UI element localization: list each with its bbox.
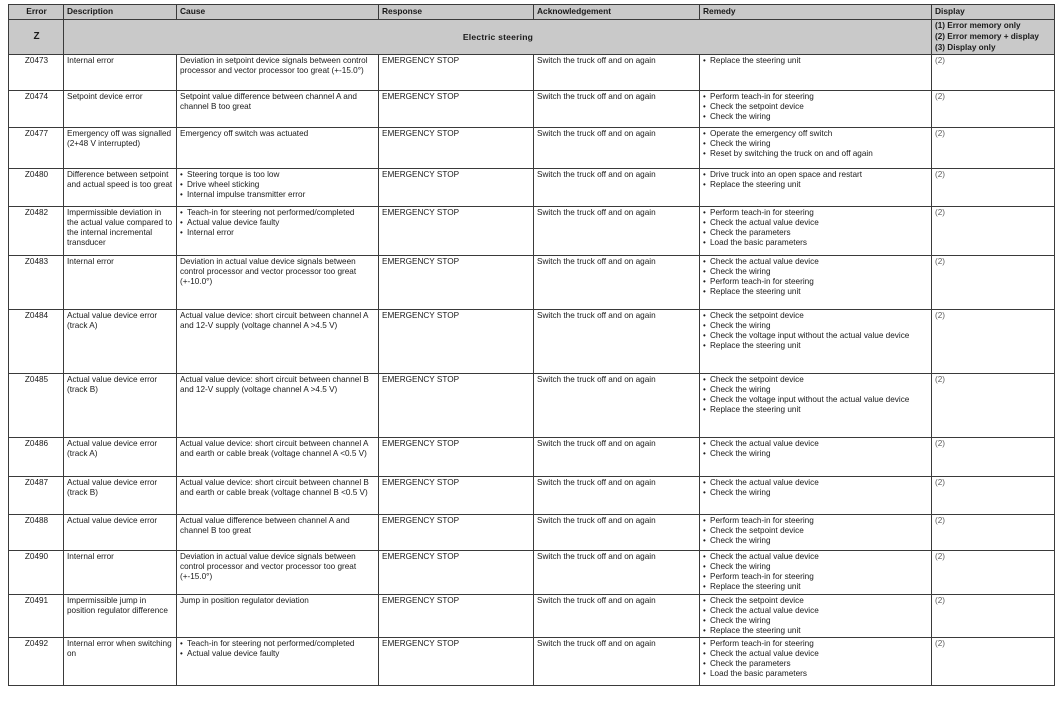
cell-acknowledgement: Switch the truck off and on again xyxy=(534,515,700,551)
remedy-list-item: • Check the wiring xyxy=(703,267,929,277)
cell-response: EMERGENCY STOP xyxy=(379,438,534,477)
table-row xyxy=(9,55,1055,91)
cell-description xyxy=(64,477,177,515)
cell-description xyxy=(64,515,177,551)
remedy-list xyxy=(703,208,929,248)
table-body xyxy=(9,20,1055,686)
column-header-response: Response xyxy=(379,5,534,20)
cell-acknowledgement: Switch the truck off and on again xyxy=(534,310,700,374)
cell-description xyxy=(64,128,177,169)
cell-acknowledgement: Switch the truck off and on again xyxy=(534,128,700,169)
cell-description xyxy=(64,310,177,374)
description-line: Actual value device error (track B) xyxy=(67,375,158,395)
remedy-list xyxy=(703,639,929,679)
remedy-list-item: • Check the setpoint device xyxy=(703,375,929,385)
remedy-list-item: • Check the wiring xyxy=(703,385,929,395)
remedy-list xyxy=(703,596,929,636)
table-row xyxy=(9,169,1055,207)
remedy-list-item: • Check the actual value device xyxy=(703,606,929,616)
remedy-list-item: • Load the basic parameters xyxy=(703,238,929,248)
remedy-list-item: • Replace the steering unit xyxy=(703,582,929,592)
remedy-list xyxy=(703,375,929,415)
description-line: Internal error xyxy=(67,56,114,66)
remedy-list-item: • Check the parameters xyxy=(703,228,929,238)
cell-error-code: Z0483 xyxy=(9,256,64,310)
remedy-list xyxy=(703,439,929,459)
cell-display-code: (2) xyxy=(932,55,1055,91)
table-row xyxy=(9,477,1055,515)
cell-remedy xyxy=(700,438,932,477)
cell-remedy xyxy=(700,169,932,207)
table-row xyxy=(9,310,1055,374)
cause-list xyxy=(180,208,376,238)
column-header-error: Error xyxy=(9,5,64,20)
description-line: Internal error xyxy=(67,257,114,267)
cell-cause xyxy=(177,256,379,310)
remedy-list xyxy=(703,552,929,592)
cell-display-code: (2) xyxy=(932,256,1055,310)
cell-description xyxy=(64,55,177,91)
remedy-list-item: • Reset by switching the truck on and off again xyxy=(703,149,929,159)
cell-acknowledgement: Switch the truck off and on again xyxy=(534,551,700,595)
cell-acknowledgement: Switch the truck off and on again xyxy=(534,595,700,638)
remedy-list-item: • Check the setpoint device xyxy=(703,311,929,321)
group-band-row xyxy=(9,20,1055,55)
cell-remedy xyxy=(700,595,932,638)
cell-remedy xyxy=(700,638,932,686)
cell-display-code: (2) xyxy=(932,310,1055,374)
cell-error-code: Z0485 xyxy=(9,374,64,438)
cell-description xyxy=(64,551,177,595)
error-code-table xyxy=(8,4,1055,686)
cause-list-item: • Teach-in for steering not performed/completed xyxy=(180,208,376,218)
cell-error-code: Z0473 xyxy=(9,55,64,91)
remedy-list-item: • Check the actual value device xyxy=(703,257,929,267)
cell-remedy xyxy=(700,310,932,374)
remedy-list-item: • Check the actual value device xyxy=(703,478,929,488)
cell-acknowledgement: Switch the truck off and on again xyxy=(534,477,700,515)
remedy-list-item: • Check the actual value device xyxy=(703,218,929,228)
cell-response: EMERGENCY STOP xyxy=(379,55,534,91)
remedy-list-item: • Check the actual value device xyxy=(703,649,929,659)
remedy-list-item: • Perform teach-in for steering xyxy=(703,639,929,649)
cell-cause xyxy=(177,55,379,91)
cause-line: Deviation in setpoint device signals between control processor and vector processor too great (+-15.0°) xyxy=(180,56,368,76)
cell-display-code: (2) xyxy=(932,551,1055,595)
cell-response: EMERGENCY STOP xyxy=(379,256,534,310)
remedy-list-item: • Perform teach-in for steering xyxy=(703,516,929,526)
cell-remedy xyxy=(700,91,932,128)
cell-description xyxy=(64,256,177,310)
cell-response: EMERGENCY STOP xyxy=(379,595,534,638)
cause-line: Setpoint value difference between channel A and channel B too great xyxy=(180,92,357,112)
remedy-list-item: • Check the actual value device xyxy=(703,439,929,449)
description-line: Actual value device error xyxy=(67,516,158,526)
description-line: Impermissible deviation in the actual value compared to the internal incremental transducer xyxy=(67,208,173,248)
remedy-list xyxy=(703,257,929,297)
cell-error-code: Z0491 xyxy=(9,595,64,638)
description-line: Emergency off was signalled (2+48 V interrupted) xyxy=(67,129,172,149)
remedy-list-item: • Check the wiring xyxy=(703,616,929,626)
cause-line: Actual value device: short circuit between channel A and 12-V supply (voltage channel A >4.5 V) xyxy=(180,311,368,331)
table-row xyxy=(9,207,1055,256)
cell-remedy xyxy=(700,374,932,438)
cell-acknowledgement: Switch the truck off and on again xyxy=(534,55,700,91)
cell-description xyxy=(64,169,177,207)
table-row xyxy=(9,128,1055,169)
cell-display-code: (2) xyxy=(932,638,1055,686)
cell-acknowledgement: Switch the truck off and on again xyxy=(534,438,700,477)
description-line: Actual value device error (track B) xyxy=(67,478,158,498)
description-line: Actual value device error (track A) xyxy=(67,439,158,459)
remedy-list-item: • Operate the emergency off switch xyxy=(703,129,929,139)
cell-cause xyxy=(177,91,379,128)
column-header-acknowledgement: Acknowledgement xyxy=(534,5,700,20)
cause-list-item: • Internal impulse transmitter error xyxy=(180,190,376,200)
table-row xyxy=(9,595,1055,638)
cell-error-code: Z0482 xyxy=(9,207,64,256)
cell-error-code: Z0477 xyxy=(9,128,64,169)
cell-cause xyxy=(177,207,379,256)
cause-line: Actual value device: short circuit between channel B and earth or cable break (voltage channel B <0.5 V) xyxy=(180,478,369,498)
remedy-list-item: • Replace the steering unit xyxy=(703,626,929,636)
remedy-list-item: • Check the wiring xyxy=(703,321,929,331)
cell-cause xyxy=(177,169,379,207)
cell-acknowledgement: Switch the truck off and on again xyxy=(534,91,700,128)
remedy-list-item: • Perform teach-in for steering xyxy=(703,277,929,287)
cell-remedy xyxy=(700,477,932,515)
cell-display-code: (2) xyxy=(932,207,1055,256)
cell-display-code: (2) xyxy=(932,477,1055,515)
remedy-list-item: • Drive truck into an open space and restart xyxy=(703,170,929,180)
cell-remedy xyxy=(700,515,932,551)
cause-line: Actual value device: short circuit between channel B and 12-V supply (voltage channel A >4.5 V) xyxy=(180,375,369,395)
table-row xyxy=(9,374,1055,438)
cell-cause xyxy=(177,515,379,551)
cell-display-code: (2) xyxy=(932,515,1055,551)
cell-response: EMERGENCY STOP xyxy=(379,310,534,374)
cell-cause xyxy=(177,638,379,686)
remedy-list xyxy=(703,56,929,66)
cell-display-code: (2) xyxy=(932,595,1055,638)
cell-remedy xyxy=(700,55,932,91)
cell-response: EMERGENCY STOP xyxy=(379,207,534,256)
cell-cause xyxy=(177,374,379,438)
column-header-cause: Cause xyxy=(177,5,379,20)
table-row xyxy=(9,638,1055,686)
remedy-list-item: • Replace the steering unit xyxy=(703,341,929,351)
cell-response: EMERGENCY STOP xyxy=(379,374,534,438)
display-legend-item-3: (3) Display only xyxy=(935,42,996,52)
display-legend-item-2: (2) Error memory + display xyxy=(935,31,1039,41)
remedy-list-item: • Check the parameters xyxy=(703,659,929,669)
description-line: Internal error xyxy=(67,552,114,562)
table-row xyxy=(9,438,1055,477)
remedy-list-item: • Perform teach-in for steering xyxy=(703,572,929,582)
cause-line: Actual value difference between channel A and channel B too great xyxy=(180,516,350,536)
remedy-list-item: • Perform teach-in for steering xyxy=(703,208,929,218)
display-legend-item-1: (1) Error memory only xyxy=(935,21,1021,30)
cell-remedy xyxy=(700,207,932,256)
cell-acknowledgement: Switch the truck off and on again xyxy=(534,169,700,207)
cell-cause xyxy=(177,477,379,515)
cell-response: EMERGENCY STOP xyxy=(379,128,534,169)
remedy-list-item: • Check the wiring xyxy=(703,536,929,546)
remedy-list-item: • Check the wiring xyxy=(703,449,929,459)
remedy-list-item: • Replace the steering unit xyxy=(703,287,929,297)
table-row xyxy=(9,91,1055,128)
cell-response: EMERGENCY STOP xyxy=(379,551,534,595)
description-line: Impermissible jump in position regulator difference xyxy=(67,596,168,616)
cell-description xyxy=(64,638,177,686)
remedy-list xyxy=(703,129,929,159)
cell-display-code: (2) xyxy=(932,438,1055,477)
cell-cause xyxy=(177,551,379,595)
cell-display-code: (2) xyxy=(932,128,1055,169)
cell-error-code: Z0480 xyxy=(9,169,64,207)
cell-acknowledgement: Switch the truck off and on again xyxy=(534,374,700,438)
cell-response: EMERGENCY STOP xyxy=(379,169,534,207)
group-key-cell: Z xyxy=(9,20,64,55)
cell-error-code: Z0474 xyxy=(9,91,64,128)
cell-remedy xyxy=(700,551,932,595)
table-row xyxy=(9,515,1055,551)
remedy-list-item: • Check the wiring xyxy=(703,139,929,149)
remedy-list xyxy=(703,516,929,546)
cause-list-item: • Steering torque is too low xyxy=(180,170,376,180)
remedy-list-item: • Perform teach-in for steering xyxy=(703,92,929,102)
cell-cause xyxy=(177,438,379,477)
cell-response: EMERGENCY STOP xyxy=(379,638,534,686)
remedy-list xyxy=(703,311,929,351)
cell-display-code: (2) xyxy=(932,91,1055,128)
column-header-display: Display xyxy=(932,5,1055,20)
description-line: Difference between setpoint and actual speed is too great xyxy=(67,170,173,190)
cell-description xyxy=(64,374,177,438)
cause-list-item: • Drive wheel sticking xyxy=(180,180,376,190)
cause-list xyxy=(180,639,376,659)
table-header-row xyxy=(9,5,1055,20)
remedy-list-item: • Check the setpoint device xyxy=(703,526,929,536)
cell-error-code: Z0490 xyxy=(9,551,64,595)
cell-response: EMERGENCY STOP xyxy=(379,515,534,551)
cell-error-code: Z0486 xyxy=(9,438,64,477)
cell-acknowledgement: Switch the truck off and on again xyxy=(534,638,700,686)
column-header-description: Description xyxy=(64,5,177,20)
cause-line: Actual value device: short circuit between channel A and earth or cable break (voltage channel A <0.5 V) xyxy=(180,439,368,459)
cell-error-code: Z0492 xyxy=(9,638,64,686)
cell-error-code: Z0484 xyxy=(9,310,64,374)
table-row xyxy=(9,551,1055,595)
display-legend-cell xyxy=(932,20,1055,55)
cell-cause xyxy=(177,310,379,374)
cell-error-code: Z0488 xyxy=(9,515,64,551)
cell-description xyxy=(64,438,177,477)
cell-display-code: (2) xyxy=(932,169,1055,207)
cell-description xyxy=(64,595,177,638)
remedy-list-item: • Check the actual value device xyxy=(703,552,929,562)
cause-list-item: • Actual value device faulty xyxy=(180,218,376,228)
cause-line: Deviation in actual value device signals between control processor and vector processor too great (+-15.0°) xyxy=(180,552,357,582)
cause-list xyxy=(180,170,376,200)
remedy-list-item: • Replace the steering unit xyxy=(703,180,929,190)
remedy-list-item: • Check the wiring xyxy=(703,488,929,498)
cell-remedy xyxy=(700,128,932,169)
remedy-list-item: • Check the wiring xyxy=(703,112,929,122)
group-title-cell: Electric steering xyxy=(64,20,932,55)
remedy-list-item: • Check the wiring xyxy=(703,562,929,572)
remedy-list-item: • Check the setpoint device xyxy=(703,596,929,606)
cell-cause xyxy=(177,595,379,638)
remedy-list-item: • Load the basic parameters xyxy=(703,669,929,679)
remedy-list xyxy=(703,170,929,190)
remedy-list xyxy=(703,92,929,122)
cell-cause xyxy=(177,128,379,169)
cell-response: EMERGENCY STOP xyxy=(379,477,534,515)
description-line: Actual value device error (track A) xyxy=(67,311,158,331)
cause-line: Emergency off switch was actuated xyxy=(180,129,309,139)
remedy-list-item: • Check the voltage input without the actual value device xyxy=(703,331,929,341)
cause-line: Jump in position regulator deviation xyxy=(180,596,309,606)
table-header xyxy=(9,5,1055,20)
remedy-list-item: • Check the setpoint device xyxy=(703,102,929,112)
cell-error-code: Z0487 xyxy=(9,477,64,515)
cell-description xyxy=(64,207,177,256)
cause-list-item: • Actual value device faulty xyxy=(180,649,376,659)
cell-acknowledgement: Switch the truck off and on again xyxy=(534,256,700,310)
description-line: Internal error when switching on xyxy=(67,639,172,659)
remedy-list-item: • Replace the steering unit xyxy=(703,405,929,415)
cell-acknowledgement: Switch the truck off and on again xyxy=(534,207,700,256)
cell-display-code: (2) xyxy=(932,374,1055,438)
cell-response: EMERGENCY STOP xyxy=(379,91,534,128)
remedy-list-item: • Check the voltage input without the actual value device xyxy=(703,395,929,405)
cell-remedy xyxy=(700,256,932,310)
cell-description xyxy=(64,91,177,128)
remedy-list-item: • Replace the steering unit xyxy=(703,56,929,66)
column-header-remedy: Remedy xyxy=(700,5,932,20)
description-line: Setpoint device error xyxy=(67,92,143,102)
cause-list-item: • Internal error xyxy=(180,228,376,238)
table-row xyxy=(9,256,1055,310)
cause-list-item: • Teach-in for steering not performed/completed xyxy=(180,639,376,649)
remedy-list xyxy=(703,478,929,498)
cause-line: Deviation in actual value device signals between control processor and vector processor too great (+-10.0°) xyxy=(180,257,357,287)
